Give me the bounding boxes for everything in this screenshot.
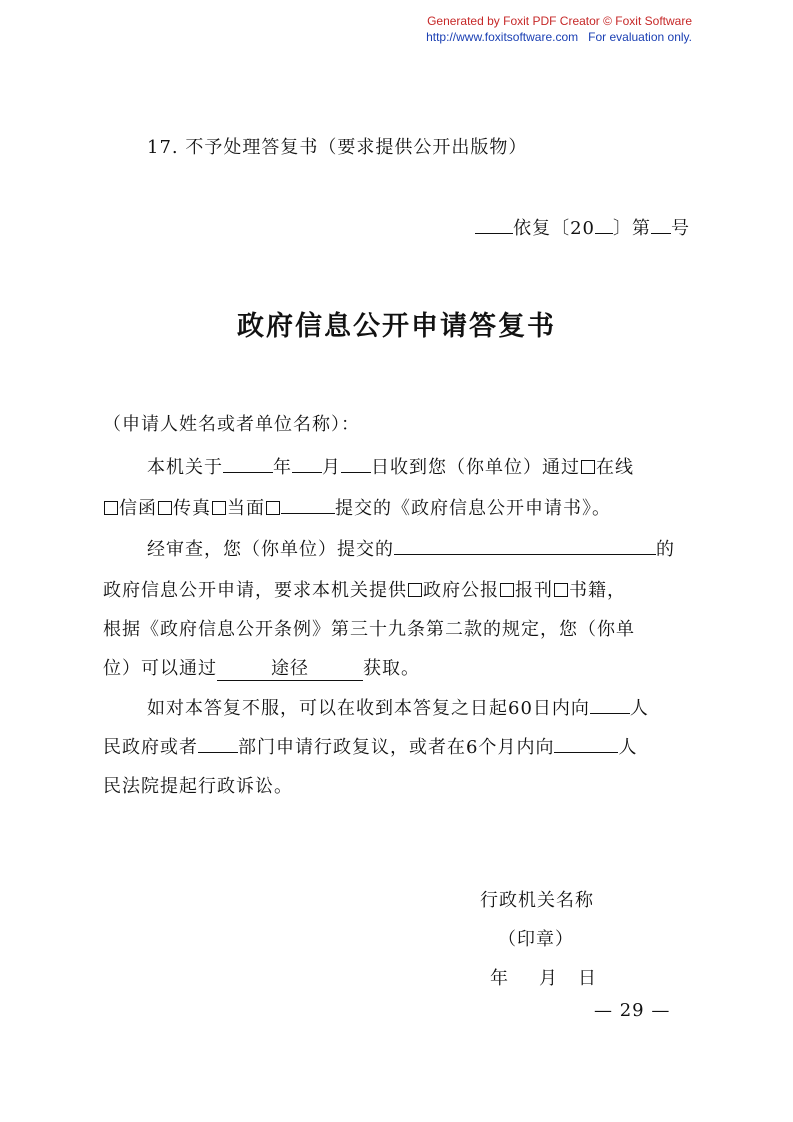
month-blank [292, 456, 322, 473]
foxit-url-link[interactable]: http://www.foxitsoftware.com [426, 30, 579, 44]
date-year: 年 [490, 968, 509, 989]
evaluation-note: For evaluation only. [588, 30, 692, 44]
inperson-checkbox[interactable] [212, 501, 226, 515]
year-blank [223, 456, 273, 473]
fax-checkbox[interactable] [158, 501, 172, 515]
ref-number-blank [651, 217, 671, 234]
salutation: （申请人姓名或者单位名称）： [103, 414, 360, 435]
letter-checkbox[interactable] [104, 501, 118, 515]
para2-line4 [103, 654, 420, 681]
online-checkbox[interactable] [581, 460, 595, 474]
page-number: — 29 — [594, 1000, 671, 1021]
document-title: 政府信息公开申请答复书 [237, 311, 556, 342]
newspaper-checkbox[interactable] [500, 583, 514, 597]
inperson-label: 当面 [227, 498, 265, 519]
foxit-watermark-line1: Generated by Foxit PDF Creator © Foxit Software [427, 14, 692, 28]
year-label: 年 [273, 457, 292, 478]
para2-text-b: 的 [656, 539, 675, 560]
official-seal: （印章） [498, 929, 574, 950]
court-blank [554, 736, 618, 753]
department-blank [198, 736, 238, 753]
route-field: 途径 [217, 654, 363, 681]
gazette-label: 政府公报 [423, 580, 499, 601]
para1-text-submitted: 提交的《政府信息公开申请书》。 [335, 498, 611, 519]
day-blank [341, 456, 371, 473]
para1-line2 [103, 494, 611, 520]
para1-text-day: 日收到您（你单位）通过 [371, 457, 580, 478]
books-checkbox[interactable] [554, 583, 568, 597]
request-content-blank [394, 538, 656, 555]
date-day: 日 [578, 968, 597, 989]
signature-date [490, 964, 597, 990]
ref-bracket-text: 〕第 [613, 218, 651, 239]
para2-text-c: 政府信息公开申请，要求本机关提供 [103, 580, 407, 601]
newspaper-label: 报刊 [515, 580, 553, 601]
ref-prefix-blank [475, 217, 513, 234]
gazette-checkbox[interactable] [408, 583, 422, 597]
para3-line3: 民法院提起行政诉讼。 [103, 776, 293, 797]
para3-text-e: 人 [618, 737, 638, 758]
section-heading: 17. 不予处理答复书（要求提供公开出版物） [147, 137, 528, 158]
foxit-watermark-line2 [426, 30, 692, 44]
ref-end-text: 号 [671, 218, 690, 239]
reference-number [475, 214, 690, 240]
month-label: 月 [322, 457, 341, 478]
para3-text-d: 部门申请行政复议，或者在6个月内向 [238, 737, 555, 758]
para2-line3: 根据《政府信息公开条例》第三十九条第二款的规定，您（你单 [103, 619, 635, 640]
fax-label: 传真 [173, 498, 211, 519]
para2-line2 [103, 576, 626, 602]
govt-blank [590, 697, 630, 714]
ref-year-blank [595, 217, 613, 234]
para3-text-c: 民政府或者 [103, 737, 198, 758]
para2-text-e: 位）可以通过 [103, 658, 217, 679]
other-method-checkbox[interactable] [266, 501, 280, 515]
books-label: 书籍， [569, 580, 626, 601]
ref-mid-text: 依复〔20 [513, 218, 595, 239]
para1-text-a: 本机关于 [147, 457, 223, 478]
date-month: 月 [539, 968, 558, 989]
para3-text-b: 人 [629, 698, 649, 719]
other-method-blank [281, 497, 335, 514]
para3-text-a: 如对本答复不服，可以在收到本答复之日起60日内向 [147, 698, 590, 719]
letter-label: 信函 [119, 498, 157, 519]
org-name: 行政机关名称 [480, 890, 594, 911]
para2-text-a: 经审查，您（你单位）提交的 [147, 539, 394, 560]
para2-text-f: 获取。 [363, 658, 420, 679]
para3-line2 [103, 733, 637, 759]
online-label: 在线 [596, 457, 634, 478]
para1-line1 [147, 453, 634, 479]
para2-line1 [147, 535, 675, 561]
para3-line1 [147, 694, 649, 720]
